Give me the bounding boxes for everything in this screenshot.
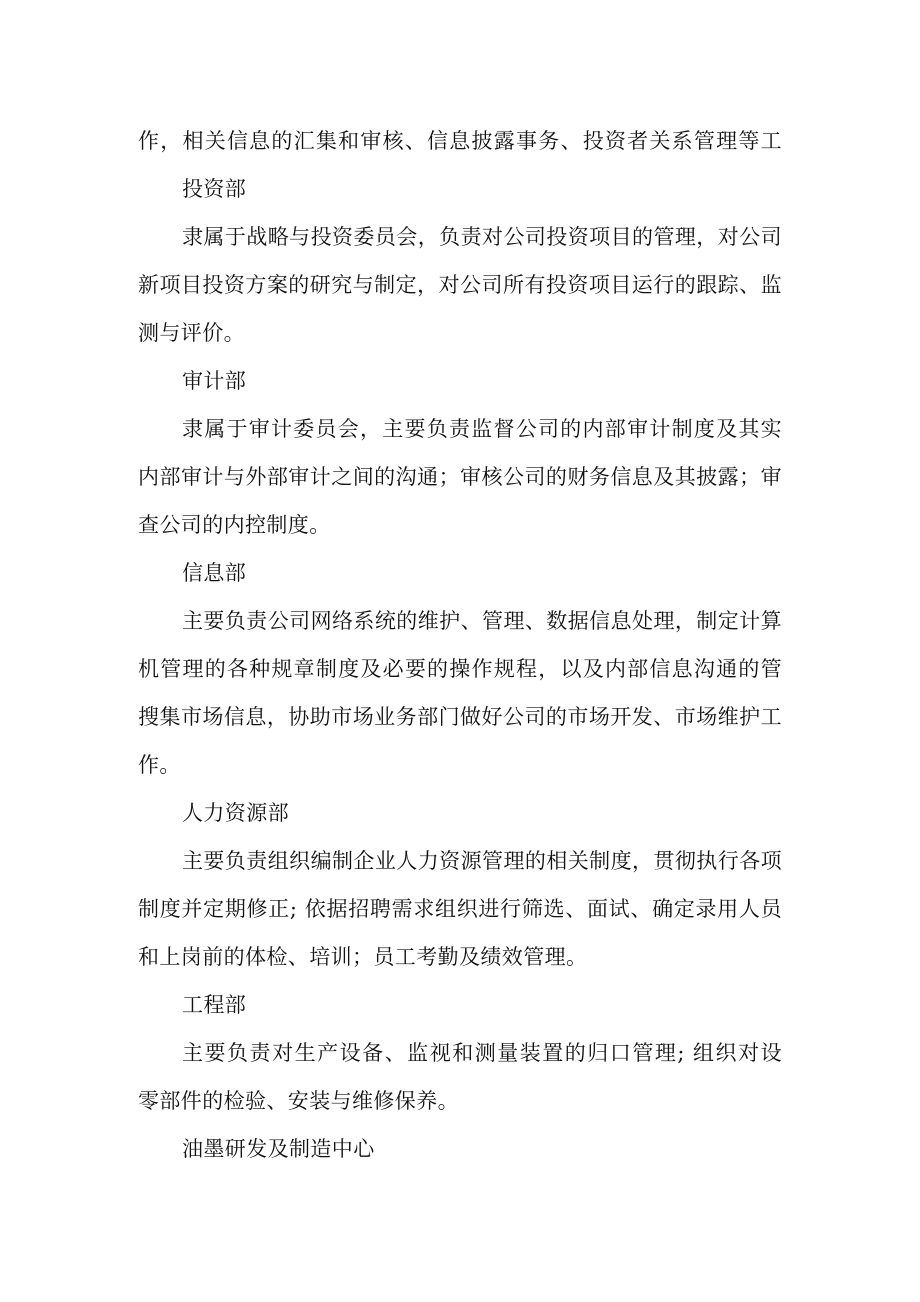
section-heading-engineering: 工程部 [182,993,247,1017]
body-text-line: 搜集市场信息，协助市场业务部门做好公司的市场开发、市场维护工 [138,705,782,729]
body-text-line: 作。 [138,753,181,777]
body-text-line: 主要负责公司网络系统的维护、管理、数据信息处理，制定计算 [182,609,782,633]
section-heading-investment: 投资部 [182,177,247,201]
body-text-line: 测与评价。 [138,321,245,345]
body-text-line: 隶属于战略与投资委员会，负责对公司投资项目的管理，对公司 [182,225,782,249]
body-text-line: 隶属于审计委员会，主要负责监督公司的内部审计制度及其实 [182,417,782,441]
section-heading-information: 信息部 [182,561,247,585]
body-text-line: 机管理的各种规章制度及必要的操作规程，以及内部信息沟通的管 [138,657,782,681]
section-heading-audit: 审计部 [182,369,247,393]
body-text-line: 零部件的检验、安装与维修保养。 [138,1089,459,1113]
section-heading-hr: 人力资源部 [182,801,289,825]
body-text-line: 主要负责组织编制企业人力资源管理的相关制度，贯彻执行各项 [182,849,782,873]
document-page [138,117,782,1173]
body-text-line: 制度并定期修正; 依据招聘需求组织进行筛选、面试、确定录用人员 [138,897,782,921]
section-heading-ink-rd: 油墨研发及制造中心 [182,1137,375,1161]
body-text-line: 和上岗前的体检、培训；员工考勤及绩效管理。 [138,945,588,969]
body-text-line: 内部审计与外部审计之间的沟通；审核公司的财务信息及其披露；审 [138,465,782,489]
body-text-line: 查公司的内控制度。 [138,513,331,537]
body-text-line: 作，相关信息的汇集和审核、信息披露事务、投资者关系管理等工 [138,129,782,153]
body-text-line: 新项目投资方案的研究与制定，对公司所有投资项目运行的跟踪、监 [138,273,782,297]
body-text-line: 主要负责对生产设备、监视和测量装置的归口管理; 组织对设 [182,1041,782,1065]
